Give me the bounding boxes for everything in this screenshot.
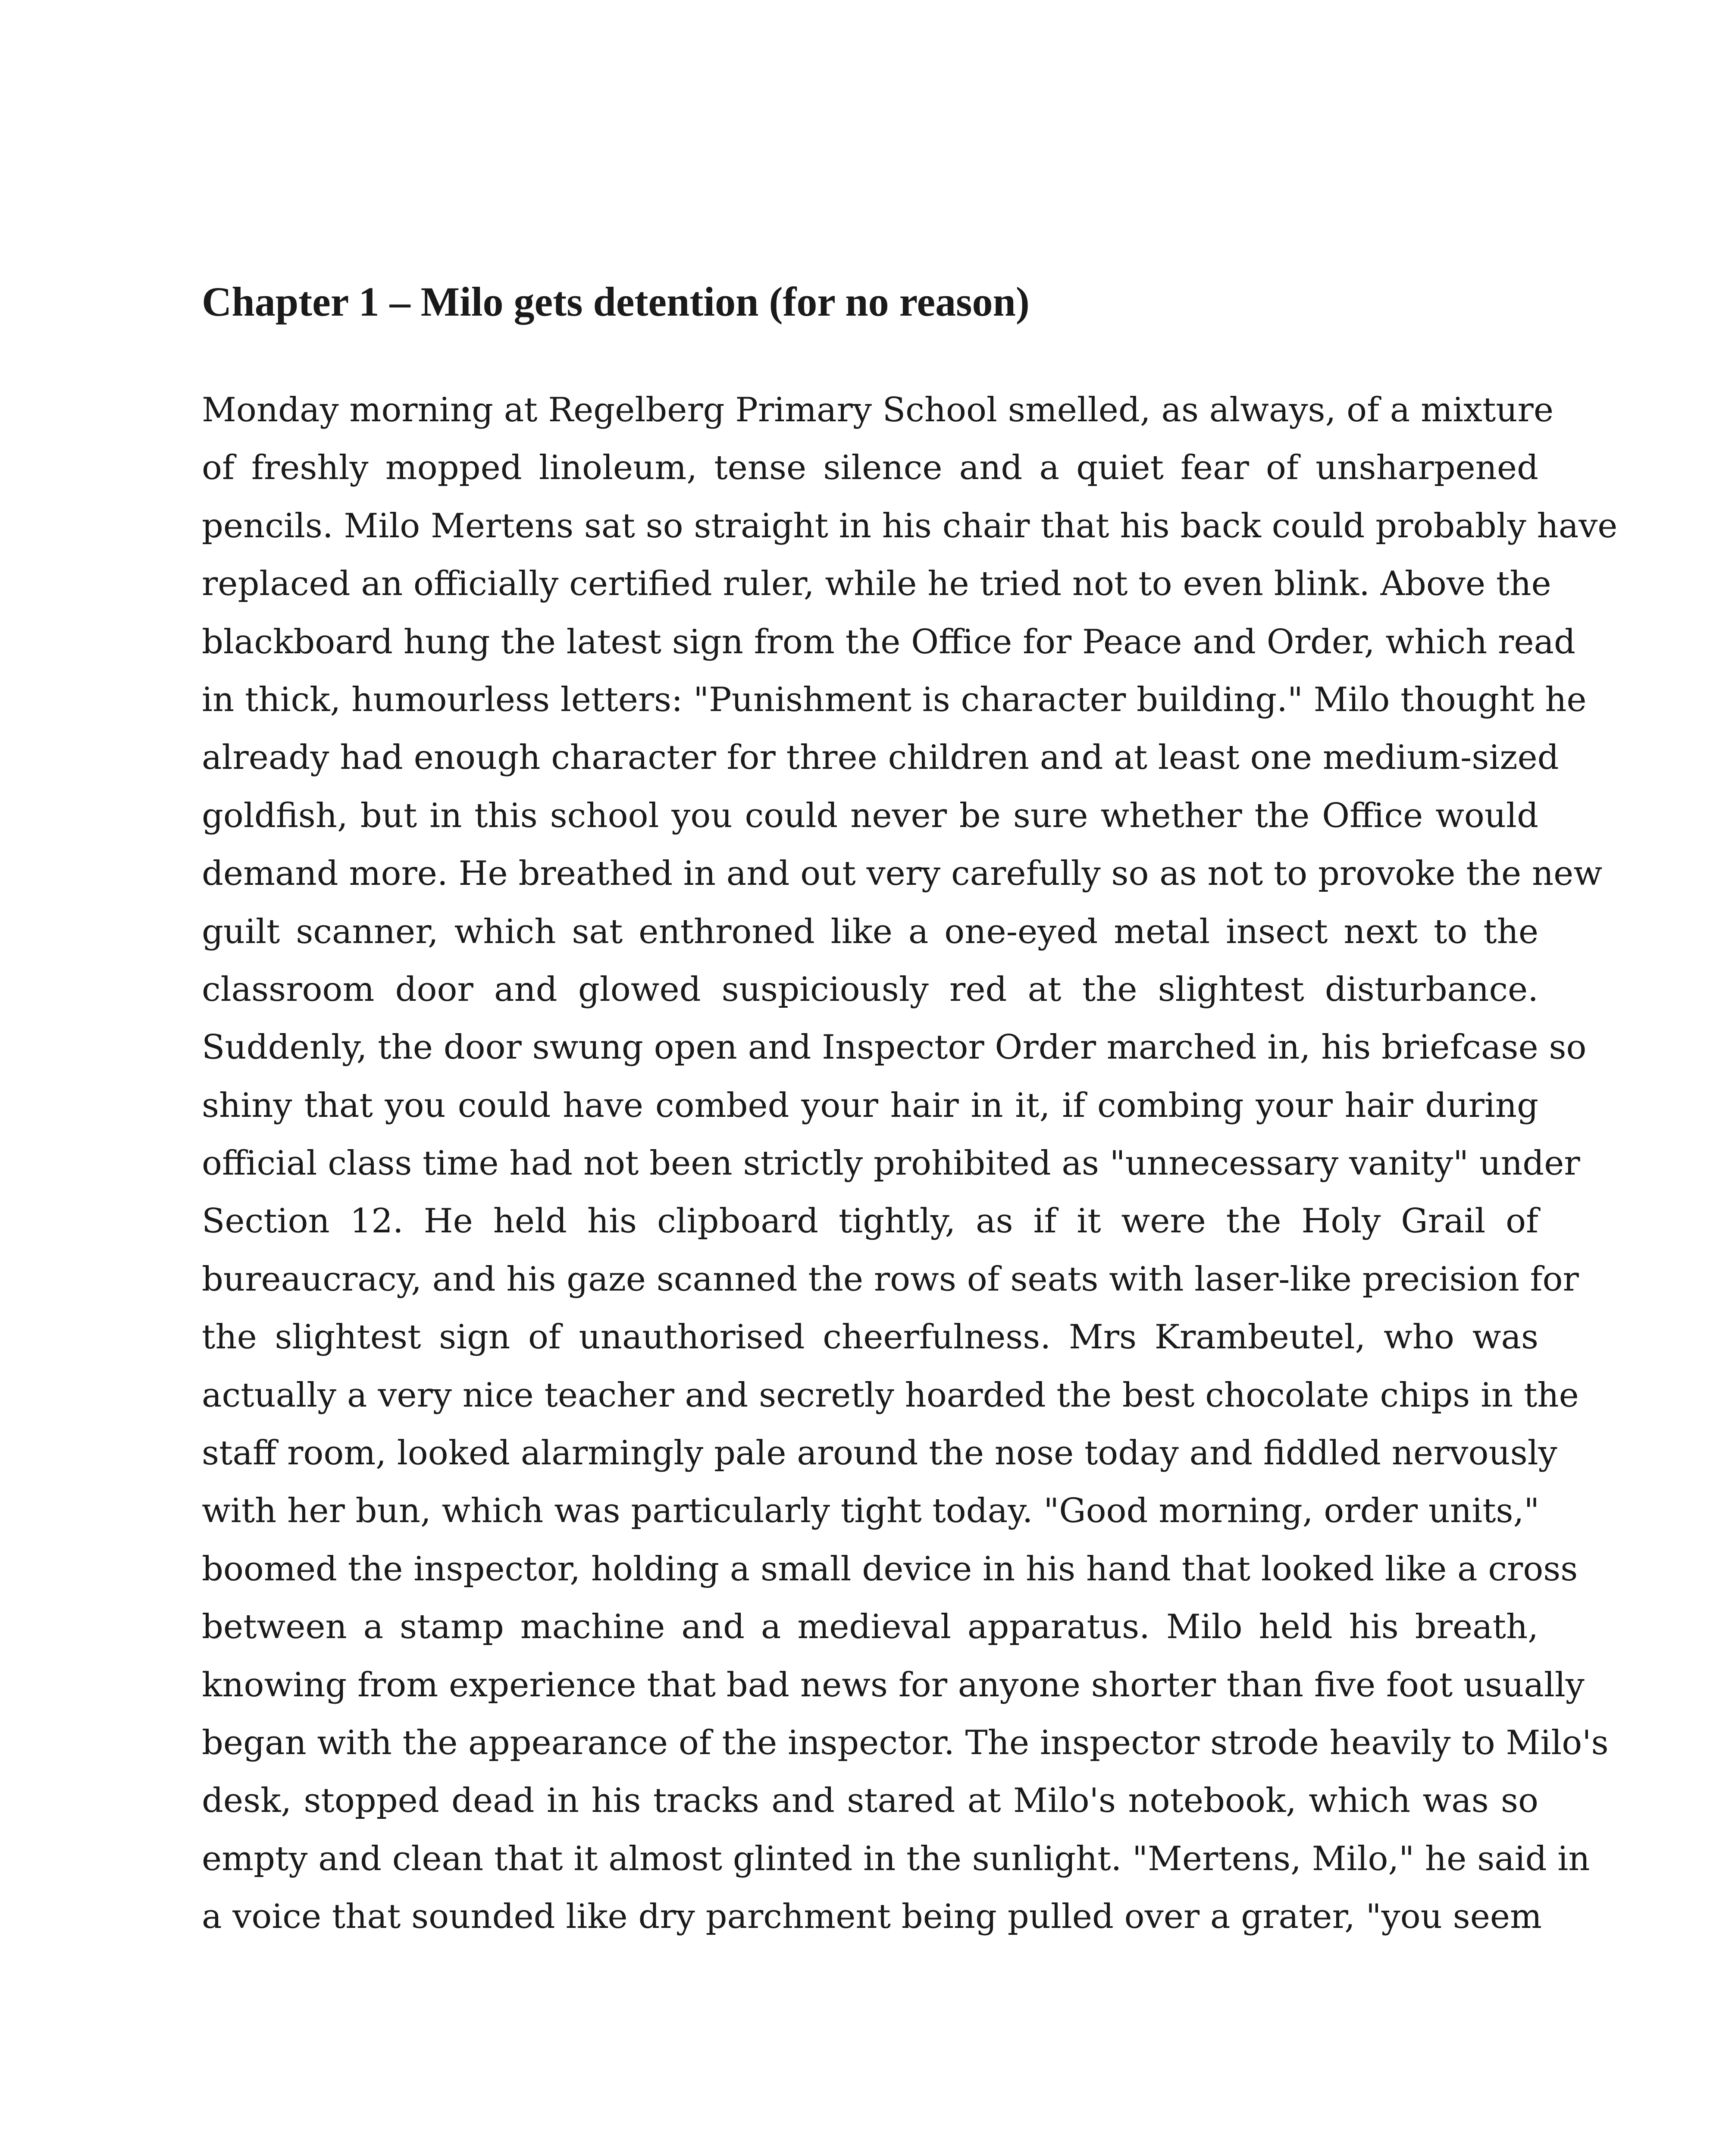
body-line: blackboard hung the latest sign from the Office for Peace and Order, which read: [202, 622, 1575, 661]
body-line: with her bun, which was particularly tight today. "Good morning, order units,": [202, 1492, 1540, 1531]
body-line: staff room, looked alarmingly pale around the nose today and fiddled nervously: [202, 1434, 1557, 1473]
body-line: of freshly mopped linoleum, tense silence and a quiet fear of unsharpened: [202, 448, 1538, 488]
body-line: knowing from experience that bad news for anyone shorter than five foot usually: [202, 1665, 1585, 1705]
body-line: boomed the inspector, holding a small device in his hand that looked like a cross: [202, 1549, 1578, 1589]
body-line: already had enough character for three children and at least one medium-sized: [202, 738, 1559, 777]
body-line: Section 12. He held his clipboard tightly, as if it were the Holy Grail of: [202, 1202, 1538, 1241]
body-line: pencils. Milo Mertens sat so straight in his chair that his back could probably have: [202, 506, 1618, 545]
body-line: in thick, humourless letters: "Punishment is character building." Milo thought he: [202, 680, 1587, 719]
body-line: between a stamp machine and a medieval apparatus. Milo held his breath,: [202, 1608, 1538, 1647]
body-line: guilt scanner, which sat enthroned like a one-eyed metal insect next to the: [202, 912, 1538, 951]
body-line: goldfish, but in this school you could never be sure whether the Office would: [202, 796, 1538, 835]
body-line: Suddenly, the door swung open and Inspector Order marched in, his briefcase so: [202, 1028, 1587, 1067]
body-line: official class time had not been strictly prohibited as "unnecessary vanity" under: [202, 1144, 1580, 1183]
body-text: [202, 381, 1618, 1946]
body-line: Monday morning at Regelberg Primary School smelled, as always, of a mixture: [202, 391, 1554, 429]
body-line: bureaucracy, and his gaze scanned the rows of seats with laser-like precision for: [202, 1260, 1579, 1299]
body-line: empty and clean that it almost glinted in the sunlight. "Mertens, Milo," he said in: [202, 1839, 1590, 1878]
body-line: replaced an officially certified ruler, while he tried not to even blink. Above the: [202, 564, 1551, 604]
body-line: actually a very nice teacher and secretly hoarded the best chocolate chips in the: [202, 1376, 1579, 1415]
body-line: the slightest sign of unauthorised cheerfulness. Mrs Krambeutel, who was: [202, 1318, 1538, 1357]
chapter-title: Chapter 1 – Milo gets detention (for no reason): [202, 279, 1030, 325]
body-line: began with the appearance of the inspector. The inspector strode heavily to Milo's: [202, 1723, 1609, 1762]
body-line: demand more. He breathed in and out very carefully so as not to provoke the new: [202, 854, 1603, 893]
body-line: classroom door and glowed suspiciously red at the slightest disturbance.: [202, 970, 1538, 1009]
body-line: desk, stopped dead in his tracks and stared at Milo's notebook, which was so: [202, 1781, 1538, 1821]
body-line: a voice that sounded like dry parchment being pulled over a grater, "you seem: [202, 1897, 1542, 1937]
body-line: shiny that you could have combed your hair in it, if combing your hair during: [202, 1086, 1538, 1125]
